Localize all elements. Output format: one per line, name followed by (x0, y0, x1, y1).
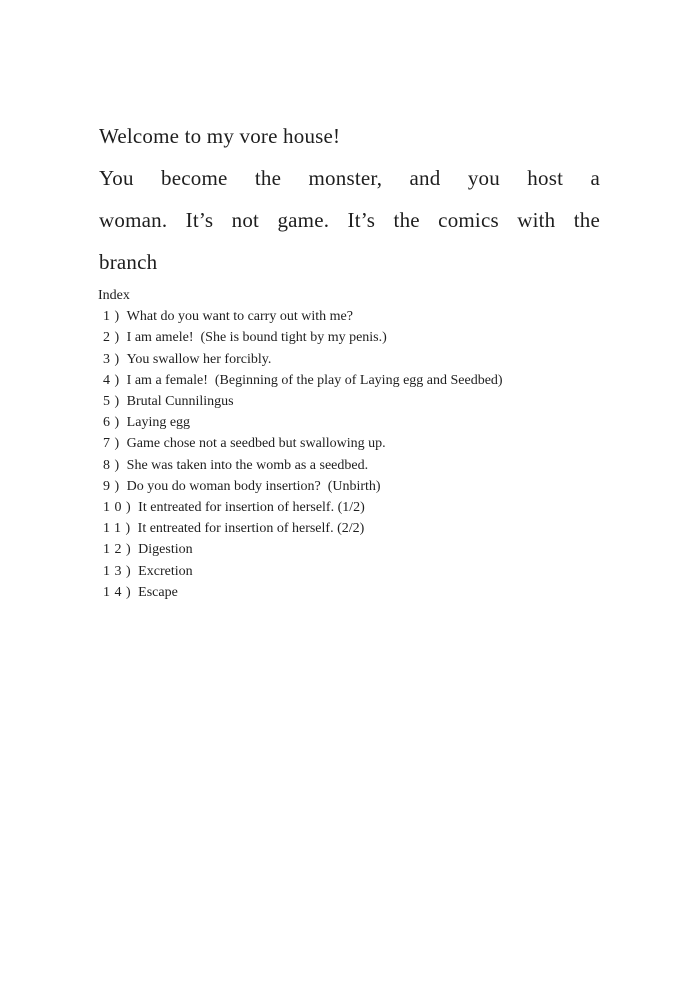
item-text: Brutal Cunnilingus (126, 394, 234, 410)
heading-line-1: Welcome to my vore house! (99, 124, 341, 148)
item-number: 8) (103, 457, 124, 473)
intro-heading (99, 115, 600, 283)
item-text: I am amele! (She is bound tight by my penis.) (126, 330, 387, 346)
item-text: Laying egg (126, 415, 191, 431)
item-text: What do you want to carry out with me? (126, 309, 353, 325)
index-list (98, 306, 623, 603)
heading-line-2: You become the monster, and you host a (99, 166, 600, 190)
item-text: It entreated for insertion of herself. (1/2) (138, 500, 365, 516)
list-item (98, 433, 623, 454)
list-item (98, 582, 623, 603)
list-item (98, 391, 623, 412)
item-text: Do you do woman body insertion? (Unbirth) (126, 478, 381, 494)
list-item (98, 370, 623, 391)
index-title: Index (98, 288, 130, 303)
item-number: 7) (103, 436, 124, 452)
item-text: It entreated for insertion of herself. (2/2) (137, 521, 365, 537)
item-number: 11) (103, 521, 135, 537)
item-text: I am a female! (Beginning of the play of Laying egg and Seedbed) (126, 372, 503, 388)
heading-line-3: woman. It’s not game. It’s the comics with the (99, 208, 600, 232)
item-number: 14) (103, 584, 136, 600)
item-number: 2) (103, 330, 124, 346)
item-number: 10) (103, 500, 136, 516)
list-item (98, 327, 623, 348)
list-item (98, 539, 623, 560)
list-item (98, 497, 623, 518)
item-number: 1) (103, 309, 124, 325)
list-item (98, 476, 623, 497)
list-item (98, 518, 623, 539)
list-item (98, 412, 623, 433)
item-text: Game chose not a seedbed but swallowing up. (126, 436, 386, 452)
index-section (98, 285, 623, 603)
item-text: Excretion (138, 563, 193, 579)
item-number: 3) (103, 351, 124, 367)
item-text: You swallow her forcibly. (126, 351, 272, 367)
item-number: 6) (103, 415, 124, 431)
list-item (98, 306, 623, 327)
list-item (98, 561, 623, 582)
item-number: 12) (103, 542, 136, 558)
item-number: 5) (103, 394, 124, 410)
heading-line-4: branch (99, 250, 158, 274)
item-number: 9) (103, 478, 124, 494)
item-text: Digestion (138, 542, 193, 558)
item-number: 4) (103, 372, 124, 388)
item-text: Escape (138, 584, 178, 600)
list-item (98, 455, 623, 476)
list-item (98, 349, 623, 370)
item-text: She was taken into the womb as a seedbed. (126, 457, 369, 473)
item-number: 13) (103, 563, 136, 579)
